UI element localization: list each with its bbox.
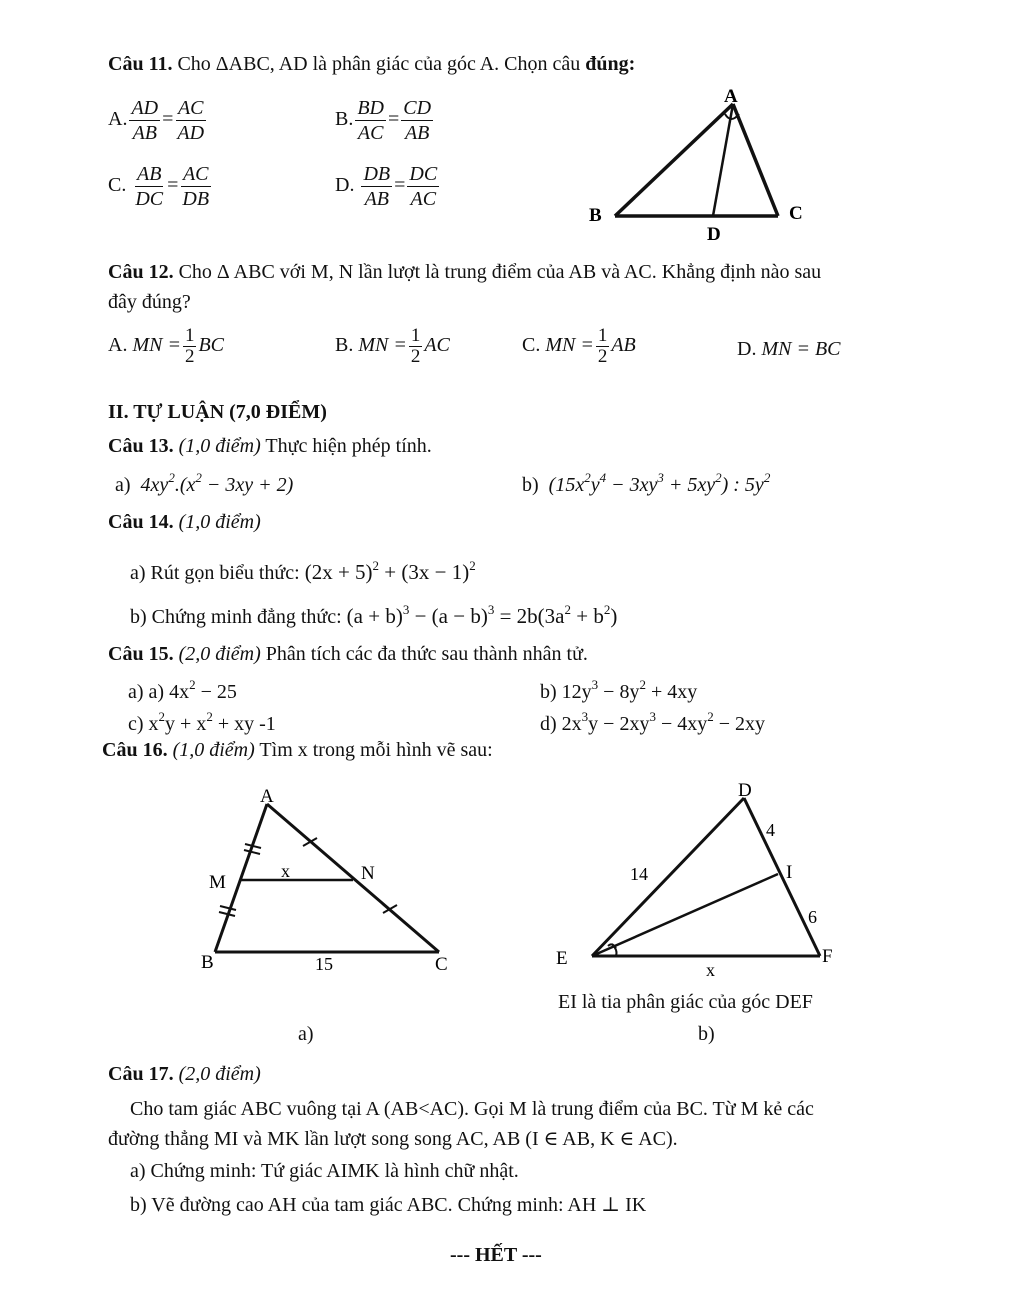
vertex-label-i: I [786, 862, 793, 883]
q12-line1 [108, 260, 821, 284]
frac-num: BD [357, 97, 385, 119]
frac-num: AC [177, 97, 204, 119]
q12-option-a [108, 326, 224, 367]
q17-part-b: b) Vẽ đường cao AH của tam giác ABC. Chứng minh: AH ⊥ IK [130, 1194, 647, 1216]
q17-label: Câu 17. [108, 1063, 174, 1085]
q14-a-text: a) Rút gọn biểu thức: [130, 562, 300, 584]
vertex-label-a: A [724, 86, 738, 107]
q15-b [540, 677, 698, 704]
vertex-label-c: C [435, 954, 448, 975]
q13-a [115, 470, 294, 497]
item-label: d) [540, 713, 557, 735]
frac-den: AC [357, 122, 384, 144]
q14-b-expr: $(a + b)^3 - (a - b)^3 = 2b(3a^2 + b^2)$ [346, 602, 618, 628]
q13-text: Thực hiện phép tính. [260, 435, 432, 457]
frac-num: CD [403, 97, 432, 119]
q15-c [128, 709, 276, 736]
option-lhs: MN = [132, 334, 181, 357]
q17-text-line1: Cho tam giác ABC vuông tại A (AB<AC). Gọi M là trung điểm của BC. Từ M kẻ các [130, 1098, 814, 1120]
bc-length-label: 15 [315, 954, 333, 974]
q15-a-expr: $4x^2 - 25$ [169, 677, 237, 703]
de-length-label: 14 [630, 864, 648, 884]
q15-b-expr: $12y^3 - 8y^2 + 4xy$ [561, 677, 698, 703]
if-length-label: 6 [808, 907, 817, 927]
q15-a [128, 677, 237, 704]
frac-num: AC [182, 163, 209, 185]
q16-caption-b: b) [698, 1023, 715, 1045]
mn-length-label: x [281, 861, 290, 881]
q13-line [108, 434, 432, 458]
q14-line [108, 510, 261, 534]
q15-c-expr: $x^2y + x^2$ + xy -1 [148, 709, 276, 735]
frac-den: 2 [184, 346, 195, 367]
frac-den: AC [410, 188, 437, 210]
q17-points: (2,0 điểm) [173, 1063, 261, 1085]
section-title: II. TỰ LUẬN (7,0 ĐIỂM) [108, 401, 327, 423]
vertex-label-e: E [556, 948, 568, 969]
frac-den: AB [404, 122, 430, 144]
item-label: c) [128, 713, 144, 735]
q14-points: (1,0 điểm) [173, 511, 261, 533]
option-lhs: MN = [358, 334, 407, 357]
q11-option-d: D. $\frac{DB}{AB}$ = $\frac{DC}{AC}$ [335, 163, 438, 210]
q11-text-bold: đúng: [585, 53, 636, 75]
frac-den: AB [132, 122, 157, 144]
vertex-label-f: F [822, 946, 833, 967]
q12-option-d [737, 337, 841, 361]
q13-b [522, 470, 771, 497]
q12-label: Câu 12. [108, 261, 174, 283]
q11-option-b: B. $\frac{BD}{AC}$ = $\frac{CD}{AB}$ [335, 97, 432, 144]
q12-option-c [522, 326, 636, 367]
item-label: b) [522, 474, 539, 496]
q16-line [102, 738, 493, 762]
frac-den: DC [135, 188, 164, 210]
frac-num: 1 [184, 325, 195, 346]
frac-num: 1 [410, 325, 421, 346]
q17-part-a: a) Chứng minh: Tứ giác AIMK là hình chữ nhật. [130, 1160, 519, 1182]
q14-b-text: b) Chứng minh đẳng thức: [130, 606, 342, 628]
q15-d [540, 709, 766, 736]
q12-text: Cho Δ ABC với M, N lần lượt là trung điểm của AB và AC. Khẳng định nào sau [173, 261, 822, 283]
option-lhs: MN = [545, 334, 594, 357]
q15-text: Phân tích các đa thức sau thành nhân tử. [260, 643, 588, 665]
vertex-label-d: D [707, 224, 721, 244]
q15-d-expr: $2x^3y - 2xy^3 - 4xy^2 - 2xy$ [561, 709, 766, 735]
q11-option-c: C. $\frac{AB}{DC}$ = $\frac{AC}{DB}$ [108, 163, 210, 210]
di-length-label: 4 [766, 820, 775, 840]
item-label: b) [540, 681, 557, 703]
vertex-label-n: N [361, 863, 375, 884]
frac-num: 1 [597, 325, 608, 346]
option-rhs: AC [424, 334, 450, 357]
frac-num: DB [363, 163, 391, 185]
option-letter: C. [108, 174, 127, 197]
option-letter: A. [108, 108, 128, 131]
option-expr: MN = BC [761, 338, 841, 360]
end-marker: --- HẾT --- [450, 1244, 542, 1266]
q13-b-expr: $(15x^2y^4 - 3xy^3 + 5xy^2)$ : $5y^2$ [548, 470, 771, 496]
q15-points: (2,0 điểm) [173, 643, 261, 665]
frac-num: DC [409, 163, 438, 185]
vertex-label-m: M [209, 872, 226, 893]
vertex-label-b: B [201, 952, 214, 973]
frac-den: DB [182, 188, 210, 210]
option-rhs: AB [611, 334, 636, 357]
frac-num: AD [131, 97, 159, 119]
frac-den: AB [364, 188, 389, 210]
q11-line [108, 52, 635, 76]
vertex-label-c: C [789, 203, 803, 224]
frac-den: AD [177, 122, 205, 144]
vertex-label-b: B [589, 205, 602, 226]
q16-label: Câu 16. [102, 739, 168, 761]
q14-label: Câu 14. [108, 511, 174, 533]
option-letter: B. [335, 108, 354, 131]
vertex-label-d: D [738, 780, 752, 801]
frac-num: AB [137, 163, 162, 185]
q13-label: Câu 13. [108, 435, 174, 457]
q13-points: (1,0 điểm) [173, 435, 261, 457]
q16-figure-b [550, 778, 850, 988]
frac-den: 2 [410, 346, 421, 367]
q13-a-expr: $4xy^2.(x^2 - 3xy + 2)$ [140, 470, 294, 496]
ef-length-label: x [706, 960, 715, 980]
q12-line2: đây đúng? [108, 291, 191, 313]
item-label: a) a) [128, 681, 165, 703]
q16-caption-a: a) [298, 1023, 314, 1045]
q11-option-a: A. $\frac{AD}{AB}$ = $\frac{AC}{AD}$ [108, 97, 205, 144]
q15-label: Câu 15. [108, 643, 174, 665]
option-letter: D. [335, 174, 355, 197]
q12-option-b [335, 326, 450, 367]
q15-line [108, 642, 588, 666]
q16-figure-b-note: EI là tia phân giác của góc DEF [558, 991, 813, 1013]
q11-label: Câu 11. [108, 53, 173, 75]
q16-text: Tìm x trong mỗi hình vẽ sau: [254, 739, 493, 761]
q17-text-line2: đường thẳng MI và MK lần lượt song song AC, AB (I ∈ AB, K ∈ AC). [108, 1128, 678, 1150]
q16-points: (1,0 điểm) [167, 739, 255, 761]
option-letter: A. [108, 334, 128, 357]
q14-a [130, 560, 476, 585]
vertex-label-a: A [260, 786, 274, 807]
q17-line [108, 1062, 261, 1086]
q14-a-expr: $(2x + 5)^2 + (3x - 1)^2$ [304, 558, 476, 584]
option-letter: C. [522, 334, 541, 357]
q11-triangle-figure [585, 84, 810, 244]
q14-b [130, 604, 617, 629]
q16-figure-a [195, 780, 475, 980]
q11-text: Cho ΔABC, AD là phân giác của góc A. Chọn câu [172, 53, 586, 75]
option-letter: B. [335, 334, 354, 357]
frac-den: 2 [597, 346, 608, 367]
option-rhs: BC [198, 334, 225, 357]
option-letter: D. [737, 338, 757, 360]
item-label: a) [115, 474, 131, 496]
